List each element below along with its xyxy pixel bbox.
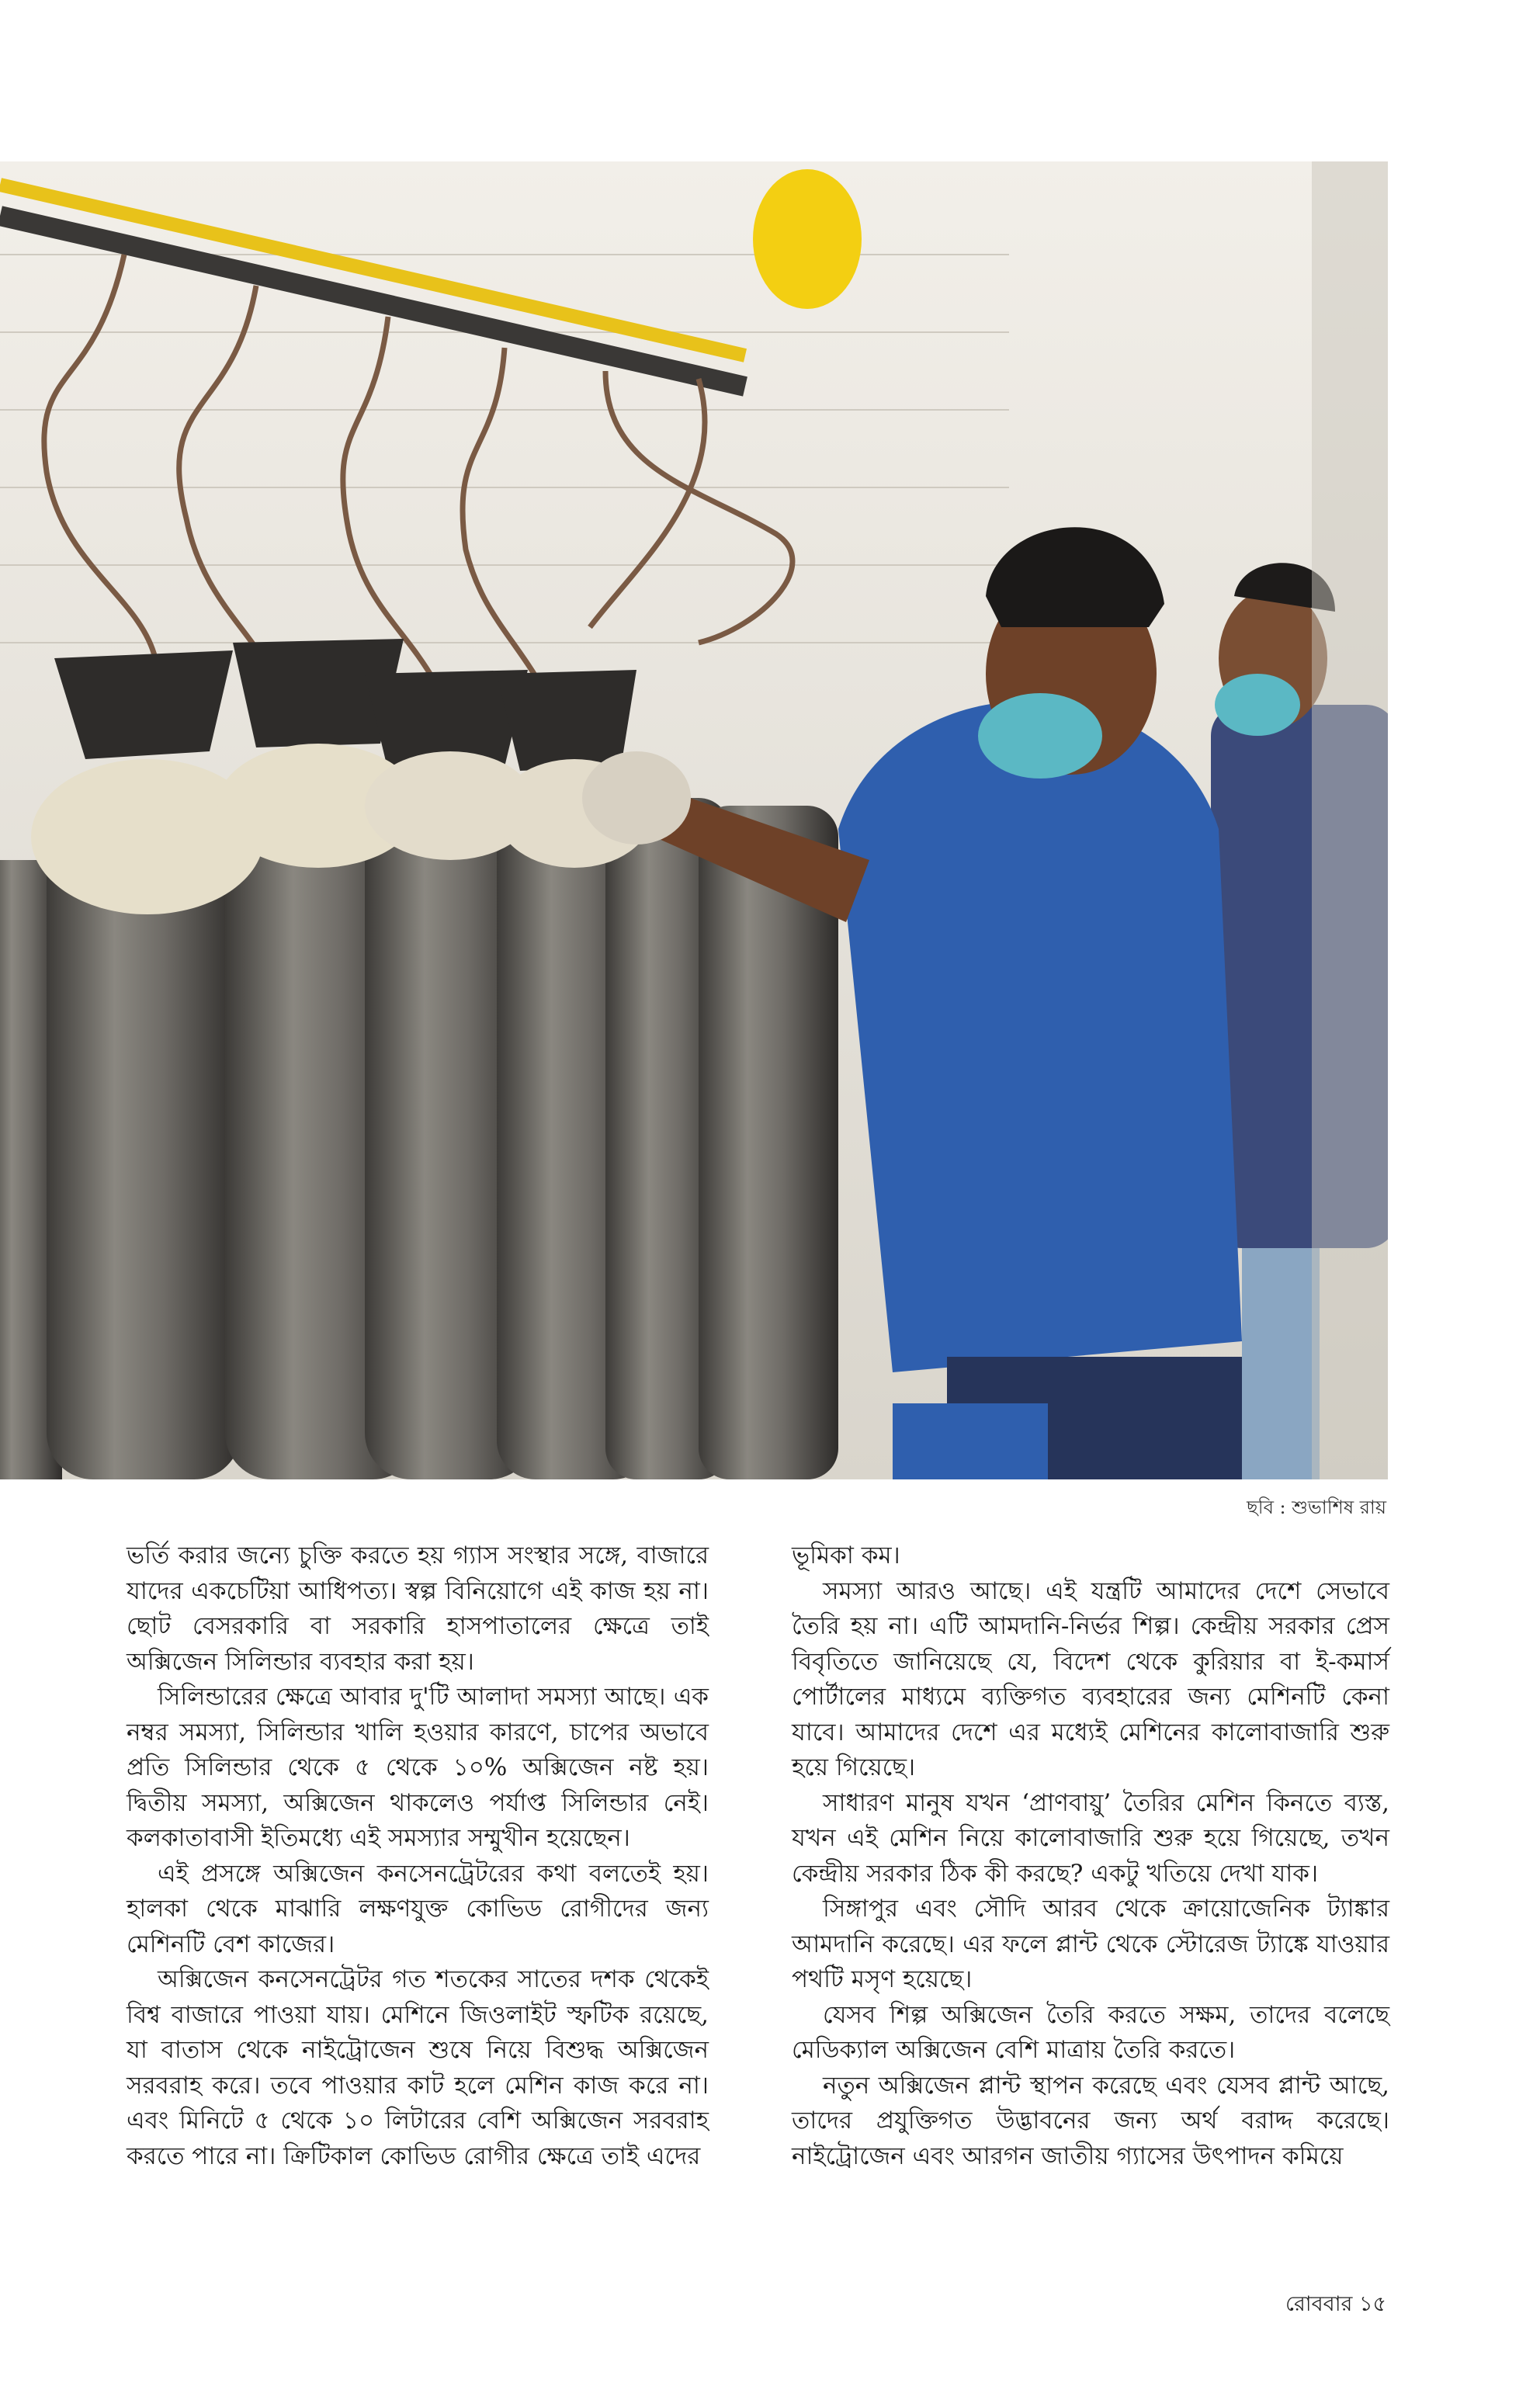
paragraph: নতুন অক্সিজেন প্লান্ট স্থাপন করেছে এবং যেসব প্লান্ট আছে, তাদের প্রযুক্তিগত উদ্ভাবনের জন্য অর্থ বরাদ্দ করেছে। নাইট্রোজেন এবং আরগন জাতীয় গ্যাসের উৎপাদন কমিয়ে (792, 2071, 1389, 2170)
article-photo (0, 161, 1388, 1479)
paragraph: সাধারণ মানুষ যখন ‘প্রাণবায়ু’ তৈরির মেশিন কিনতে ব্যস্ত, যখন এই মেশিন নিয়ে কালোবাজারি শুরু হয়ে গিয়েছে, তখন কেন্দ্রীয় সরকার ঠিক কী করছে? একটু খতিয়ে দেখা যাক। (792, 1788, 1389, 1888)
paragraph: এই প্রসঙ্গে অক্সিজেন কনসেনট্রেটরের কথা বলতেই হয়। হালকা থেকে মাঝারি লক্ষণযুক্ত কোভিড রোগীদের জন্য মেশিনটি বেশ কাজের। (127, 1859, 709, 1958)
page-footer: রোববার ১৫ (1285, 2292, 1386, 2316)
oxygen-cylinders-illustration (0, 161, 1388, 1479)
article-column-right (792, 1538, 1389, 2174)
paragraph: সমস্যা আরও আছে। এই যন্ত্রটি আমাদের দেশে সেভাবে তৈরি হয় না। এটি আমদানি-নির্ভর শিল্প। কেন্দ্রীয় সরকার প্রেস বিবৃতিতে জানিয়েছে যে, বিদেশ থেকে কুরিয়ার বা ই-কমার্স পোর্টালের মাধ্যমে ব্যক্তিগত ব্যবহারের জন্য মেশিনটি কেনা যাবে। আমাদের দেশে এর মধ্যেই মেশিনের কালোবাজারি শুরু হয়ে গিয়েছে। (792, 1576, 1389, 1781)
paragraph: ভূমিকা কম। (792, 1542, 900, 1569)
paragraph: সিলিন্ডারের ক্ষেত্রে আবার দু'টি আলাদা সমস্যা আছে। এক নম্বর সমস্যা, সিলিন্ডার খালি হওয়ার কারণে, চাপের অভাবে প্রতি সিলিন্ডার থেকে ৫ থেকে ১০% অক্সিজেন নষ্ট হয়। দ্বিতীয় সমস্যা, অক্সিজেন থাকলেও পর্যাপ্ত সিলিন্ডার নেই। কলকাতাবাসী ইতিমধ্যে এই সমস্যার সম্মুখীন হয়েছেন। (127, 1683, 709, 1852)
paragraph: ভর্তি করার জন্যে চুক্তি করতে হয় গ্যাস সংস্থার সঙ্গে, বাজারে যাদের একচেটিয়া আধিপত্য। স্বল্প বিনিয়োগে এই কাজ হয় না। ছোট বেসরকারি বা সরকারি হাসপাতালের ক্ষেত্রে তাই অক্সিজেন সিলিন্ডার ব্যবহার করা হয়। (127, 1542, 709, 1676)
paragraph: সিঙ্গাপুর এবং সৌদি আরব থেকে ক্রায়োজেনিক ট্যাঙ্কার আমদানি করেছে। এর ফলে প্লান্ট থেকে স্টোরেজ ট্যাঙ্কে যাওয়ার পথটি মসৃণ হয়েছে। (792, 1895, 1389, 1993)
paragraph: অক্সিজেন কনসেনট্রেটর গত শতকের সাতের দশক থেকেই বিশ্ব বাজারে পাওয়া যায়। মেশিনে জিওলাইট স্ফটিক রয়েছে, যা বাতাস থেকে নাইট্রোজেন শুষে নিয়ে বিশুদ্ধ অক্সিজেন সরবরাহ করে। তবে পাওয়ার কাট হলে মেশিন কাজ করে না। এবং মিনিটে ৫ থেকে ১০ লিটারের বেশি অক্সিজেন সরবরাহ করতে পারে না। ক্রিটিকাল কোভিড রোগীর ক্ষেত্রে তাই এদের (127, 1965, 709, 2170)
paragraph: যেসব শিল্প অক্সিজেন তৈরি করতে সক্ষম, তাদের বলেছে মেডিক্যাল অক্সিজেন বেশি মাত্রায় তৈরি করতে। (792, 2000, 1389, 2064)
photo-credit: ছবি : শুভাশিষ রায় (1247, 1496, 1386, 1518)
article-column-left (127, 1538, 709, 2174)
